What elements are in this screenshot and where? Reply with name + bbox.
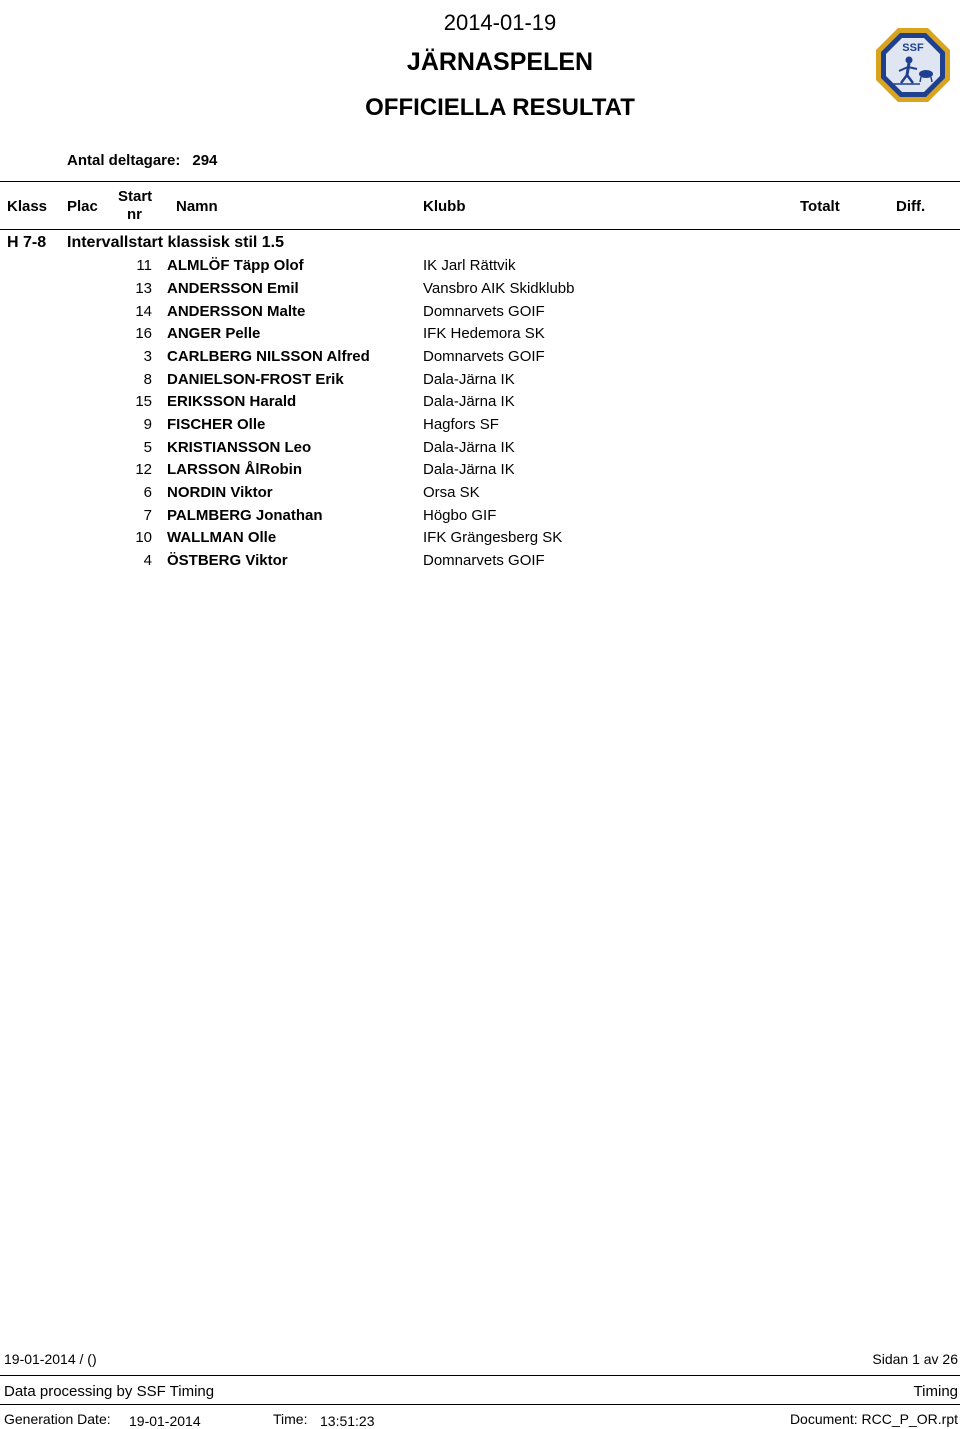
col-header-plac: Plac bbox=[67, 198, 98, 215]
footer-document: Document: RCC_P_OR.rpt bbox=[789, 1411, 958, 1427]
col-header-start-nr bbox=[118, 188, 152, 224]
col-header-klass: Klass bbox=[7, 198, 48, 215]
club-name: Dala-Järna IK bbox=[423, 461, 515, 478]
start-number: 9 bbox=[143, 416, 152, 433]
athlete-name: NORDIN Viktor bbox=[167, 484, 273, 501]
athlete-name: PALMBERG Jonathan bbox=[167, 507, 323, 524]
ssf-logo-text: SSF bbox=[902, 42, 924, 54]
start-number: 11 bbox=[136, 257, 152, 274]
footer-generation-date-label: Generation Date: bbox=[4, 1411, 111, 1427]
club-name: Domnarvets GOIF bbox=[423, 303, 545, 320]
athlete-name: ERIKSSON Harald bbox=[167, 393, 297, 410]
club-name: Högbo GIF bbox=[423, 507, 497, 524]
athlete-name: WALLMAN Olle bbox=[167, 529, 277, 546]
footer-page-number: Sidan 1 av 26 bbox=[872, 1351, 958, 1367]
athlete-name: ANGER Pelle bbox=[167, 325, 261, 342]
result-row bbox=[0, 507, 960, 529]
club-name: Domnarvets GOIF bbox=[423, 552, 545, 569]
athlete-name: LARSSON ÅlRobin bbox=[167, 461, 302, 478]
result-row bbox=[0, 552, 960, 574]
start-number: 16 bbox=[135, 325, 152, 342]
start-number: 13 bbox=[135, 280, 152, 297]
participants-count bbox=[67, 152, 217, 169]
start-number: 14 bbox=[135, 303, 152, 320]
result-row bbox=[0, 257, 960, 279]
result-row bbox=[0, 529, 960, 551]
ssf-logo bbox=[874, 26, 952, 104]
result-row bbox=[0, 303, 960, 325]
athlete-name: ALMLÖF Täpp Olof bbox=[167, 257, 304, 274]
result-row bbox=[0, 461, 960, 483]
footer-processing: Data processing by SSF Timing bbox=[4, 1383, 215, 1400]
start-number: 12 bbox=[135, 461, 152, 478]
club-name: Domnarvets GOIF bbox=[423, 348, 545, 365]
start-number: 3 bbox=[143, 348, 152, 365]
result-row bbox=[0, 280, 960, 302]
club-name: Orsa SK bbox=[423, 484, 480, 501]
result-row bbox=[0, 325, 960, 347]
start-number: 4 bbox=[143, 552, 152, 569]
report-date: 2014-01-19 bbox=[443, 10, 557, 35]
club-name: IFK Grängesberg SK bbox=[423, 529, 563, 546]
result-row bbox=[0, 371, 960, 393]
footer-date-info: 19-01-2014 / () bbox=[4, 1351, 97, 1367]
athlete-name: ÖSTBERG Viktor bbox=[167, 552, 288, 569]
footer-timing: Timing bbox=[913, 1383, 958, 1400]
athlete-name: FISCHER Olle bbox=[167, 416, 266, 433]
athlete-name: CARLBERG NILSSON Alfred bbox=[167, 348, 370, 365]
col-header-namn: Namn bbox=[176, 198, 218, 215]
footer-time-label: Time: bbox=[273, 1411, 308, 1427]
participants-label: Antal deltagare: bbox=[67, 152, 181, 169]
club-name: Dala-Järna IK bbox=[423, 393, 515, 410]
result-row bbox=[0, 484, 960, 506]
start-number: 10 bbox=[135, 529, 152, 546]
club-name: Hagfors SF bbox=[423, 416, 499, 433]
report-subtitle: OFFICIELLA RESULTAT bbox=[365, 94, 635, 121]
result-row bbox=[0, 439, 960, 461]
result-row bbox=[0, 393, 960, 415]
col-header-diff: Diff. bbox=[896, 198, 926, 215]
footer-rule-top bbox=[0, 1375, 960, 1376]
club-name: IK Jarl Rättvik bbox=[423, 257, 516, 274]
col-header-klubb: Klubb bbox=[423, 198, 466, 215]
club-name: Dala-Järna IK bbox=[423, 439, 515, 456]
result-row bbox=[0, 348, 960, 370]
footer-rule-bottom bbox=[0, 1404, 960, 1405]
club-name: Vansbro AIK Skidklubb bbox=[423, 280, 575, 297]
result-row bbox=[0, 416, 960, 438]
start-number: 8 bbox=[143, 371, 152, 388]
class-name: Intervallstart klassisk stil 1.5 bbox=[67, 234, 285, 251]
start-number: 6 bbox=[143, 484, 152, 501]
start-number: 5 bbox=[143, 439, 152, 456]
class-code: H 7-8 bbox=[7, 234, 47, 251]
col-header-start-line1: Start bbox=[118, 188, 153, 205]
club-name: IFK Hedemora SK bbox=[423, 325, 545, 342]
footer-generation-date: 19-01-2014 bbox=[129, 1413, 201, 1429]
athlete-name: DANIELSON-FROST Erik bbox=[167, 371, 344, 388]
event-title: JÄRNASPELEN bbox=[406, 48, 594, 76]
participants-value: 294 bbox=[192, 152, 218, 169]
header-rule-top bbox=[0, 181, 960, 182]
header-rule-bottom bbox=[0, 229, 960, 230]
athlete-name: ANDERSSON Malte bbox=[167, 303, 306, 320]
footer-time: 13:51:23 bbox=[320, 1413, 375, 1429]
club-name: Dala-Järna IK bbox=[423, 371, 515, 388]
athlete-name: KRISTIANSSON Leo bbox=[167, 439, 312, 456]
start-number: 7 bbox=[143, 507, 152, 524]
col-header-totalt: Totalt bbox=[800, 198, 840, 215]
col-header-start-line2: nr bbox=[127, 206, 142, 223]
athlete-name: ANDERSSON Emil bbox=[167, 280, 299, 297]
start-number: 15 bbox=[135, 393, 152, 410]
